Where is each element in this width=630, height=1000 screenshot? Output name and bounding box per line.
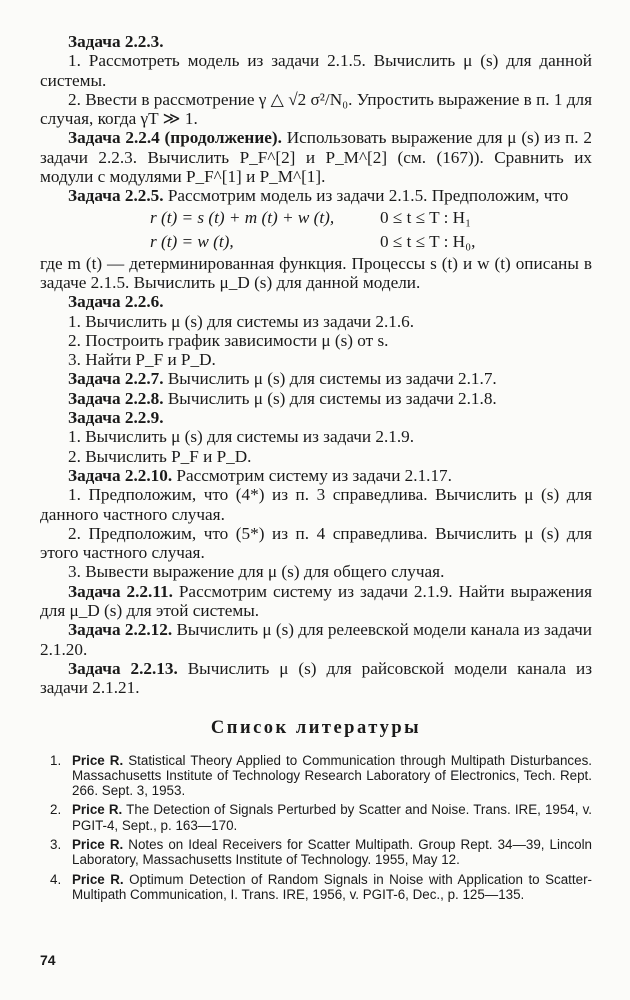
reference-item xyxy=(40,872,592,903)
task-2-2-7-text: Вычислить μ (s) для системы из задачи 2.1.7. xyxy=(167,369,497,389)
reference-number: 2. xyxy=(50,802,62,818)
formula-h0-right: 0 ≤ t ≤ T : H₀, xyxy=(380,231,476,251)
task-2-2-10-item-1: 1. Предположим, что (4*) из п. 3 справедлива. Вычислить μ (s) для данного частного случая. xyxy=(40,485,592,524)
reference-item xyxy=(40,802,592,833)
task-2-2-6-title: Задача 2.2.6. xyxy=(68,292,164,312)
task-2-2-5 xyxy=(40,186,592,205)
task-2-2-10-item-3: 3. Вывести выражение для μ (s) для общего случая. xyxy=(68,562,445,582)
page-number: 74 xyxy=(40,952,56,968)
task-2-2-3-item-1: 1. Рассмотреть модель из задачи 2.1.5. Вычислить μ (s) для данной системы. xyxy=(40,51,592,90)
task-2-2-9-title: Задача 2.2.9. xyxy=(68,408,164,428)
task-2-2-5-text: Рассмотрим модель из задачи 2.1.5. Предположим, что xyxy=(167,186,569,206)
task-2-2-8-title: Задача 2.2.8. xyxy=(68,388,164,408)
reference-number: 1. xyxy=(50,752,62,768)
task-2-2-10 xyxy=(40,466,592,485)
task-2-2-12 xyxy=(40,620,592,659)
reference-list xyxy=(40,753,592,903)
reference-author: Price R. xyxy=(72,802,123,818)
task-2-2-6-item-3: 3. Найти P_F и P_D. xyxy=(68,350,216,370)
references-heading: Список литературы xyxy=(210,717,422,738)
task-2-2-5-formula xyxy=(40,206,592,254)
reference-author: Price R. xyxy=(72,836,124,852)
reference-item xyxy=(40,753,592,799)
formula-h0-left: r (t) = w (t), xyxy=(150,231,234,251)
task-2-2-4 xyxy=(40,128,592,186)
task-2-2-12-title: Задача 2.2.12. xyxy=(68,620,173,640)
task-2-2-10-text: Рассмотрим систему из задачи 2.1.17. xyxy=(176,465,452,485)
task-2-2-7 xyxy=(40,369,592,388)
task-2-2-10-item-2: 2. Предположим, что (5*) из п. 4 справедлива. Вычислить μ (s) для этого частного случая. xyxy=(40,523,592,563)
task-2-2-7-title: Задача 2.2.7. xyxy=(68,369,164,389)
page-content xyxy=(40,32,592,906)
reference-number: 3. xyxy=(50,836,62,852)
reference-text: Optimum Detection of Random Signals in Noise with Application to Scatter-Multipath Communication, I. Trans. IRE, 1956, v. PGIT-6, Dec., p. 125—135. xyxy=(72,871,592,902)
reference-author: Price R. xyxy=(72,752,124,768)
task-2-2-9-item-2: 2. Вычислить P_F и P_D. xyxy=(68,446,252,466)
task-2-2-5-title: Задача 2.2.5. xyxy=(68,186,164,206)
task-2-2-11-text: Рассмотрим систему из задачи 2.1.9. Найти выражения для μ_D (s) для этой системы. xyxy=(40,581,592,621)
task-2-2-11 xyxy=(40,582,592,621)
task-2-2-8 xyxy=(40,389,592,408)
task-2-2-4-text: Использовать выражение для μ (s) из п. 2 задачи 2.2.3. Вычислить P_F^[2] и P_M^[2] (см. (167)). Сравнить их модули с модулями P_F^[1] и P_M^[1]. xyxy=(40,128,592,187)
task-2-2-13-text: Вычислить μ (s) для райсовской модели канала из задачи 2.1.21. xyxy=(40,658,592,698)
reference-text: Notes on Ideal Receivers for Scatter Multipath. Group Rept. 34—39, Lincoln Laboratory, Massachusetts Institute of Technology. 1955, May 12. xyxy=(72,836,592,868)
formula-line-h0 xyxy=(40,230,592,254)
task-2-2-8-text: Вычислить μ (s) для системы из задачи 2.1.8. xyxy=(167,388,497,408)
task-2-2-3-title: Задача 2.2.3. xyxy=(68,32,164,51)
task-2-2-5-after: где m (t) — детерминированная функция. Процессы s (t) и w (t) описаны в задаче 2.1.5. Вычислить μ_D (s) для данной модели. xyxy=(40,253,592,292)
task-2-2-6-item-1: 1. Вычислить μ (s) для системы из задачи 2.1.6. xyxy=(68,311,415,331)
task-2-2-9-item-1: 1. Вычислить μ (s) для системы из задачи 2.1.9. xyxy=(68,427,415,447)
reference-number: 4. xyxy=(50,871,62,887)
task-2-2-13 xyxy=(40,659,592,698)
task-2-2-11-title: Задача 2.2.11. xyxy=(68,581,173,601)
formula-line-h1 xyxy=(40,206,592,230)
reference-text: The Detection of Signals Perturbed by Scatter and Noise. Trans. IRE, 1954, v. PGIT-4, Sept., p. 163—170. xyxy=(72,802,592,833)
formula-h1-right: 0 ≤ t ≤ T : H₁ xyxy=(380,207,472,227)
task-2-2-4-title: Задача 2.2.4 (продолжение). xyxy=(68,128,282,148)
task-2-2-12-text: Вычислить μ (s) для релеевской модели канала из задачи 2.1.20. xyxy=(40,620,592,659)
task-2-2-3-item-2: 2. Ввести в рассмотрение γ △ √2 σ²/N₀. Упростить выражение в п. 1 для случая, когда γT ≫ 1. xyxy=(40,89,592,129)
task-2-2-10-title: Задача 2.2.10. xyxy=(68,465,173,485)
reference-text: Statistical Theory Applied to Communication through Multipath Disturbances. Massachusetts Institute of Technology Research Laboratory of Electronics, Tech. Rept. 266. Sept. 3, 1953. xyxy=(72,752,592,799)
formula-h1-left: r (t) = s (t) + m (t) + w (t), xyxy=(150,207,335,227)
task-2-2-6-item-2: 2. Построить график зависимости μ (s) от s. xyxy=(68,330,389,350)
reference-author: Price R. xyxy=(72,871,124,887)
reference-item xyxy=(40,837,592,868)
task-2-2-13-title: Задача 2.2.13. xyxy=(68,658,178,678)
